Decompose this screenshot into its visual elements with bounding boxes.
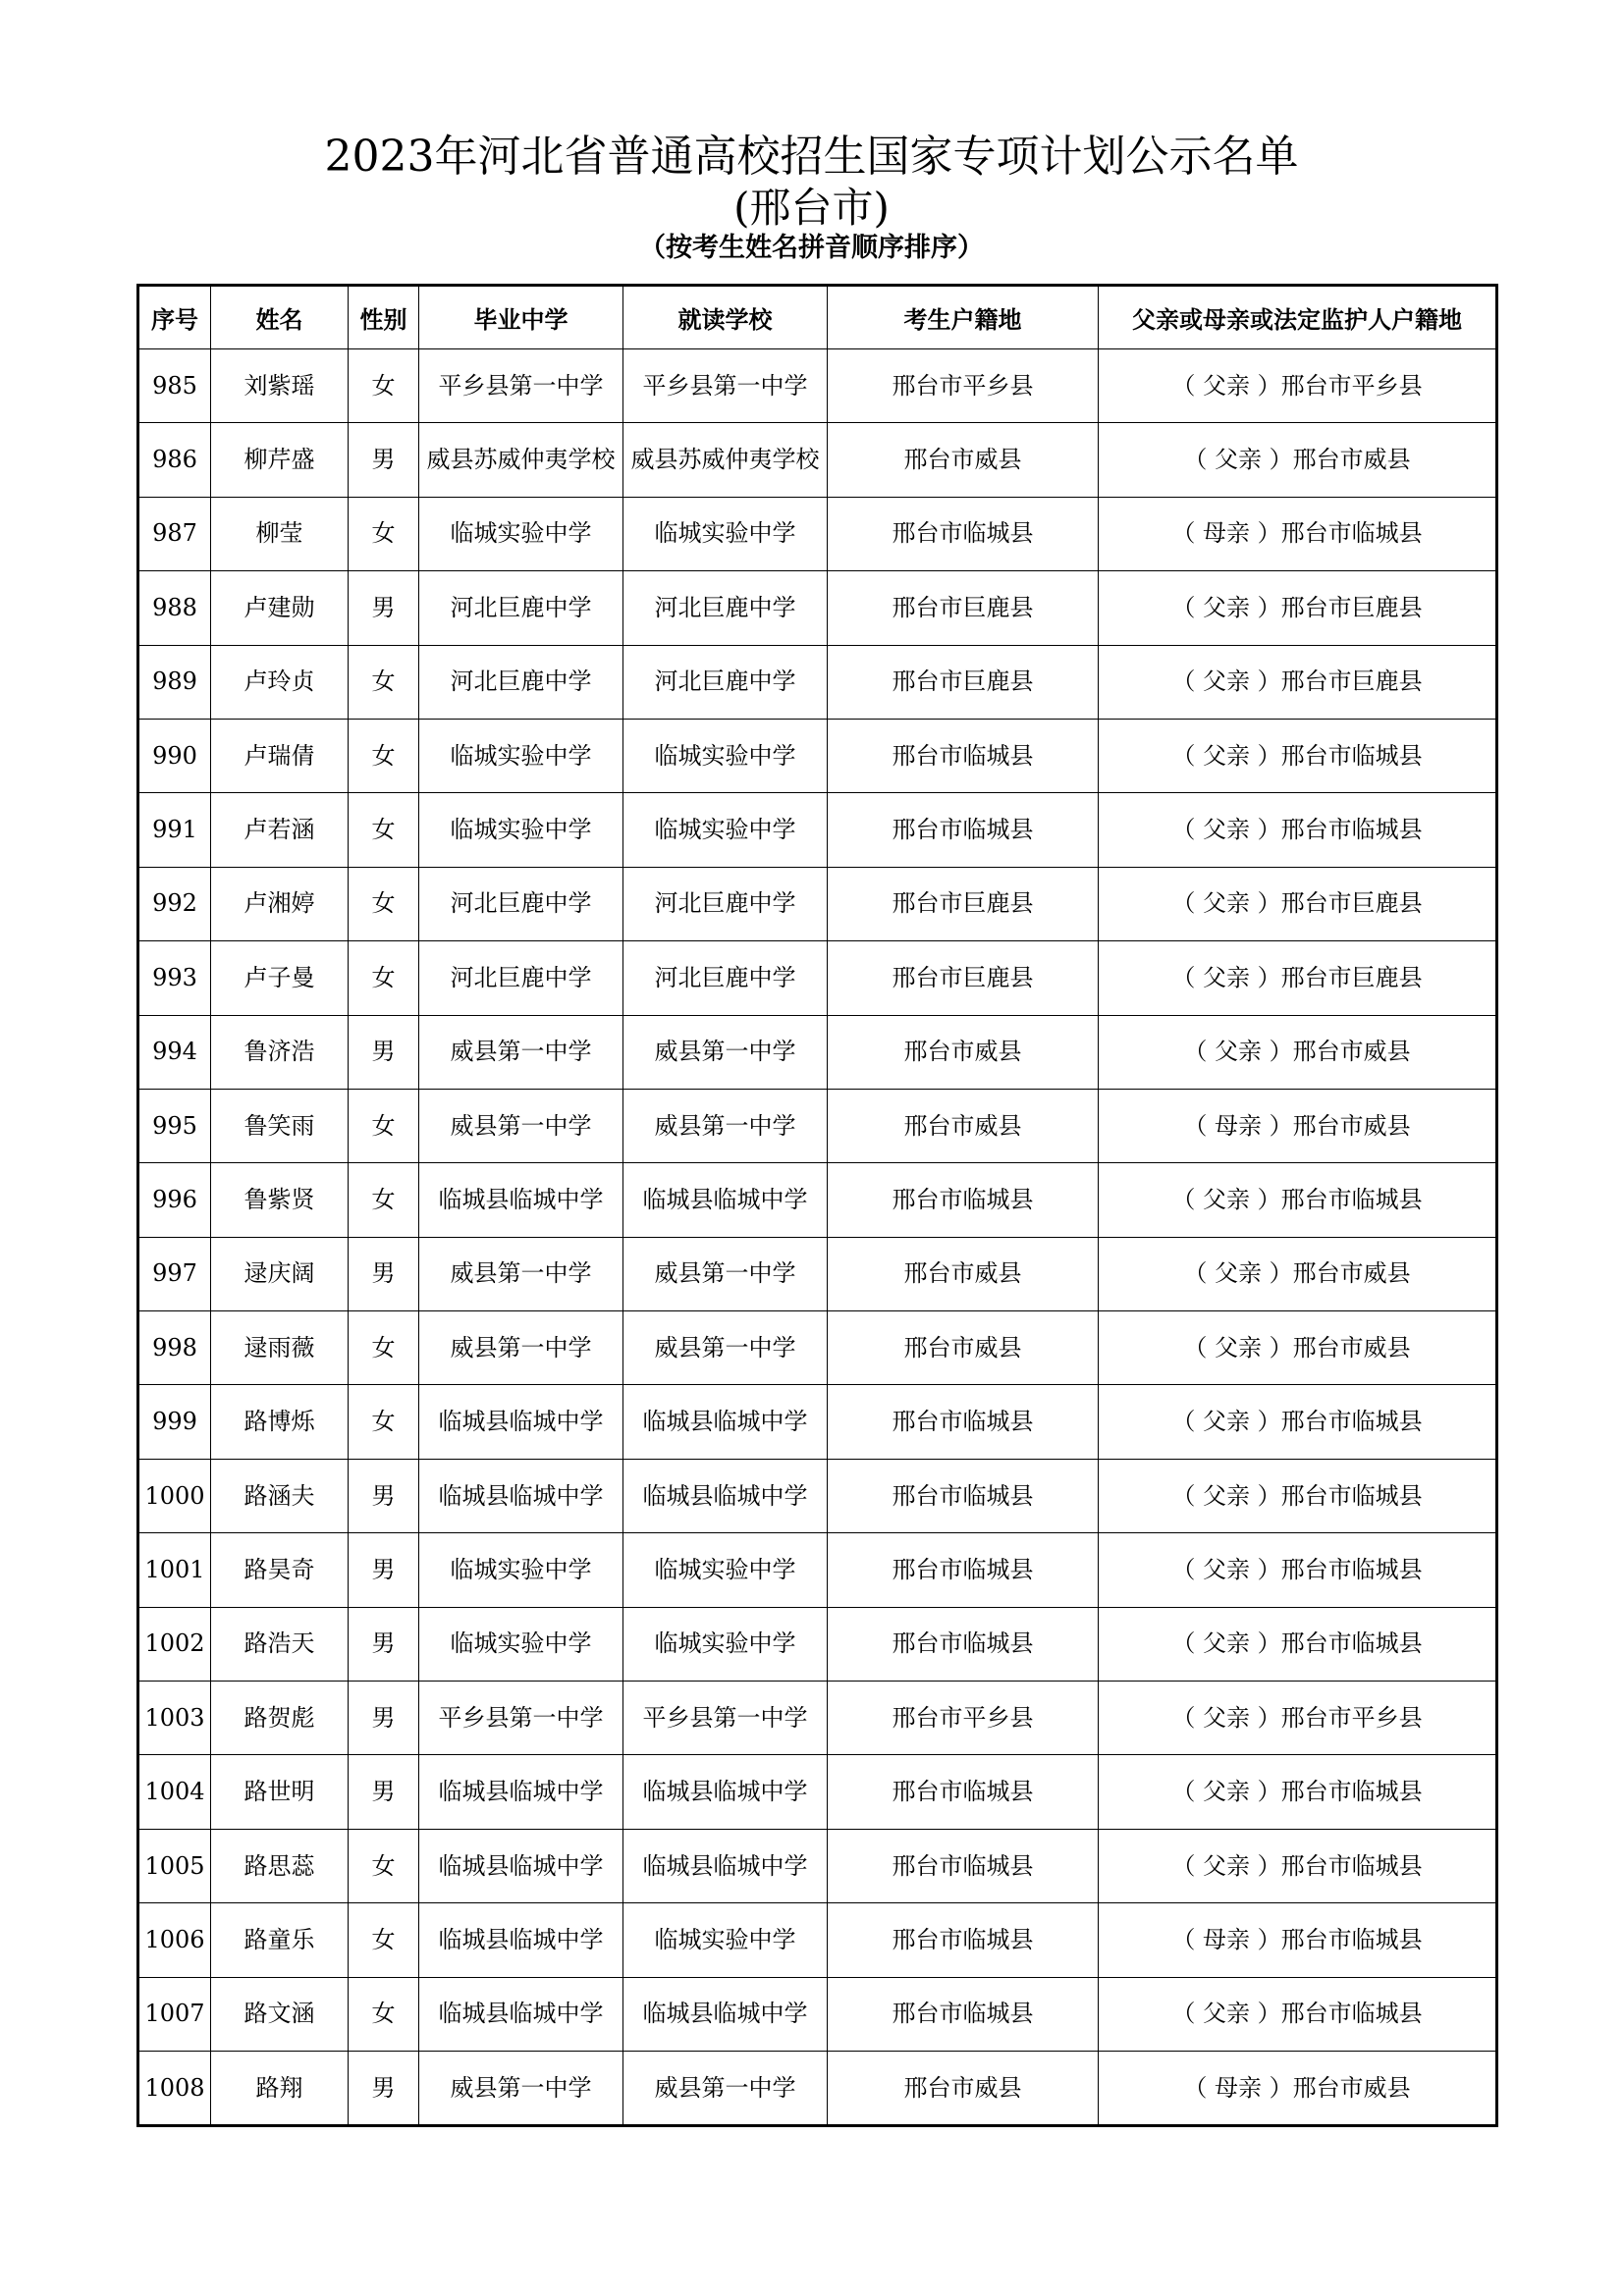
table-row bbox=[138, 867, 1497, 940]
cell-grad-school: 临城实验中学 bbox=[419, 793, 623, 867]
cell-gender: 男 bbox=[349, 1459, 419, 1532]
table-row bbox=[138, 645, 1497, 719]
table-row bbox=[138, 793, 1497, 867]
cell-no: 987 bbox=[138, 497, 211, 570]
cell-hukou: 邢台市临城县 bbox=[828, 1163, 1099, 1237]
cell-current-school: 临城县临城中学 bbox=[623, 1829, 828, 1902]
cell-grad-school: 临城实验中学 bbox=[419, 1533, 623, 1607]
cell-grad-school: 临城县临城中学 bbox=[419, 1459, 623, 1532]
cell-grad-school: 河北巨鹿中学 bbox=[419, 571, 623, 645]
cell-parent-hukou: （ 父亲 ）邢台市威县 bbox=[1099, 1311, 1497, 1385]
cell-current-school: 临城县临城中学 bbox=[623, 1459, 828, 1532]
cell-no: 1008 bbox=[138, 2051, 211, 2125]
header-parent-hukou: 父亲或母亲或法定监护人户籍地 bbox=[1099, 286, 1497, 349]
cell-grad-school: 临城县临城中学 bbox=[419, 1829, 623, 1902]
cell-name: 路博烁 bbox=[211, 1385, 349, 1459]
cell-parent-hukou: （ 父亲 ）邢台市威县 bbox=[1099, 423, 1497, 497]
cell-current-school: 平乡县第一中学 bbox=[623, 349, 828, 423]
cell-current-school: 威县第一中学 bbox=[623, 2051, 828, 2125]
cell-no: 985 bbox=[138, 349, 211, 423]
table-row bbox=[138, 1311, 1497, 1385]
cell-grad-school: 临城县临城中学 bbox=[419, 1385, 623, 1459]
cell-no: 1006 bbox=[138, 1903, 211, 1977]
cell-name: 卢湘婷 bbox=[211, 867, 349, 940]
header-row bbox=[138, 286, 1497, 349]
cell-no: 1000 bbox=[138, 1459, 211, 1532]
cell-current-school: 威县第一中学 bbox=[623, 1089, 828, 1162]
cell-hukou: 邢台市临城县 bbox=[828, 1385, 1099, 1459]
cell-current-school: 威县第一中学 bbox=[623, 1237, 828, 1310]
cell-grad-school: 威县第一中学 bbox=[419, 1015, 623, 1089]
table-row bbox=[138, 719, 1497, 792]
cell-grad-school: 河北巨鹿中学 bbox=[419, 941, 623, 1015]
cell-parent-hukou: （ 父亲 ）邢台市临城县 bbox=[1099, 719, 1497, 792]
cell-hukou: 邢台市临城县 bbox=[828, 793, 1099, 867]
cell-hukou: 邢台市威县 bbox=[828, 423, 1099, 497]
cell-grad-school: 威县苏威仲夷学校 bbox=[419, 423, 623, 497]
cell-current-school: 临城实验中学 bbox=[623, 719, 828, 792]
cell-no: 998 bbox=[138, 1311, 211, 1385]
cell-no: 997 bbox=[138, 1237, 211, 1310]
cell-parent-hukou: （ 父亲 ）邢台市巨鹿县 bbox=[1099, 941, 1497, 1015]
cell-parent-hukou: （ 父亲 ）邢台市平乡县 bbox=[1099, 1682, 1497, 1755]
sort-note: （按考生姓名拼音顺序排序） bbox=[639, 233, 984, 263]
cell-no: 1003 bbox=[138, 1682, 211, 1755]
cell-gender: 女 bbox=[349, 1163, 419, 1237]
cell-hukou: 邢台市临城县 bbox=[828, 719, 1099, 792]
cell-hukou: 邢台市临城县 bbox=[828, 1903, 1099, 1977]
cell-current-school: 临城实验中学 bbox=[623, 1607, 828, 1681]
table-row bbox=[138, 1237, 1497, 1310]
cell-gender: 女 bbox=[349, 645, 419, 719]
cell-name: 鲁笑雨 bbox=[211, 1089, 349, 1162]
cell-gender: 男 bbox=[349, 2051, 419, 2125]
cell-name: 路文涵 bbox=[211, 1977, 349, 2051]
table-row bbox=[138, 1385, 1497, 1459]
cell-current-school: 临城县临城中学 bbox=[623, 1163, 828, 1237]
table-row bbox=[138, 571, 1497, 645]
cell-grad-school: 河北巨鹿中学 bbox=[419, 645, 623, 719]
roster-table bbox=[136, 284, 1498, 2127]
cell-no: 996 bbox=[138, 1163, 211, 1237]
table-row bbox=[138, 1533, 1497, 1607]
cell-grad-school: 临城县临城中学 bbox=[419, 1163, 623, 1237]
cell-hukou: 邢台市巨鹿县 bbox=[828, 645, 1099, 719]
cell-no: 990 bbox=[138, 719, 211, 792]
cell-name: 路昊奇 bbox=[211, 1533, 349, 1607]
cell-grad-school: 临城县临城中学 bbox=[419, 1755, 623, 1829]
table-row bbox=[138, 349, 1497, 423]
cell-grad-school: 临城实验中学 bbox=[419, 1607, 623, 1681]
cell-gender: 男 bbox=[349, 1682, 419, 1755]
cell-grad-school: 威县第一中学 bbox=[419, 2051, 623, 2125]
cell-parent-hukou: （ 父亲 ）邢台市临城县 bbox=[1099, 1977, 1497, 2051]
cell-grad-school: 威县第一中学 bbox=[419, 1311, 623, 1385]
cell-parent-hukou: （ 父亲 ）邢台市威县 bbox=[1099, 1015, 1497, 1089]
cell-parent-hukou: （ 父亲 ）邢台市临城县 bbox=[1099, 1533, 1497, 1607]
cell-hukou: 邢台市巨鹿县 bbox=[828, 571, 1099, 645]
cell-name: 路涵夫 bbox=[211, 1459, 349, 1532]
cell-no: 999 bbox=[138, 1385, 211, 1459]
cell-name: 鲁济浩 bbox=[211, 1015, 349, 1089]
cell-gender: 女 bbox=[349, 349, 419, 423]
cell-hukou: 邢台市临城县 bbox=[828, 497, 1099, 570]
cell-no: 992 bbox=[138, 867, 211, 940]
cell-gender: 男 bbox=[349, 423, 419, 497]
table-row bbox=[138, 2051, 1497, 2125]
table-row bbox=[138, 1163, 1497, 1237]
cell-grad-school: 临城县临城中学 bbox=[419, 1977, 623, 2051]
cell-hukou: 邢台市临城县 bbox=[828, 1533, 1099, 1607]
cell-gender: 女 bbox=[349, 1385, 419, 1459]
cell-name: 路浩天 bbox=[211, 1607, 349, 1681]
cell-parent-hukou: （ 父亲 ）邢台市巨鹿县 bbox=[1099, 867, 1497, 940]
cell-hukou: 邢台市临城县 bbox=[828, 1459, 1099, 1532]
cell-hukou: 邢台市威县 bbox=[828, 1311, 1099, 1385]
cell-name: 柳莹 bbox=[211, 497, 349, 570]
cell-gender: 男 bbox=[349, 571, 419, 645]
cell-parent-hukou: （ 母亲 ）邢台市威县 bbox=[1099, 2051, 1497, 2125]
cell-hukou: 邢台市临城县 bbox=[828, 1755, 1099, 1829]
cell-gender: 女 bbox=[349, 1977, 419, 2051]
document-title: 2023年河北省普通高校招生国家专项计划公示名单 bbox=[324, 132, 1299, 182]
cell-grad-school: 威县第一中学 bbox=[419, 1089, 623, 1162]
cell-gender: 女 bbox=[349, 867, 419, 940]
cell-name: 卢玲贞 bbox=[211, 645, 349, 719]
cell-hukou: 邢台市临城县 bbox=[828, 1977, 1099, 2051]
table-row bbox=[138, 1015, 1497, 1089]
cell-parent-hukou: （ 母亲 ）邢台市临城县 bbox=[1099, 497, 1497, 570]
cell-no: 1001 bbox=[138, 1533, 211, 1607]
cell-current-school: 威县第一中学 bbox=[623, 1015, 828, 1089]
cell-name: 刘紫瑶 bbox=[211, 349, 349, 423]
cell-grad-school: 威县第一中学 bbox=[419, 1237, 623, 1310]
cell-parent-hukou: （ 父亲 ）邢台市平乡县 bbox=[1099, 349, 1497, 423]
table-row bbox=[138, 1682, 1497, 1755]
cell-gender: 女 bbox=[349, 793, 419, 867]
cell-current-school: 河北巨鹿中学 bbox=[623, 867, 828, 940]
cell-current-school: 临城县临城中学 bbox=[623, 1977, 828, 2051]
cell-no: 989 bbox=[138, 645, 211, 719]
header-gender: 性别 bbox=[349, 286, 419, 349]
header-hukou: 考生户籍地 bbox=[828, 286, 1099, 349]
cell-grad-school: 河北巨鹿中学 bbox=[419, 867, 623, 940]
table-row bbox=[138, 1459, 1497, 1532]
cell-hukou: 邢台市临城县 bbox=[828, 1829, 1099, 1902]
cell-parent-hukou: （ 父亲 ）邢台市临城县 bbox=[1099, 1607, 1497, 1681]
cell-hukou: 邢台市威县 bbox=[828, 1089, 1099, 1162]
header-current-school: 就读学校 bbox=[623, 286, 828, 349]
cell-grad-school: 临城实验中学 bbox=[419, 497, 623, 570]
cell-parent-hukou: （ 父亲 ）邢台市临城县 bbox=[1099, 1163, 1497, 1237]
cell-no: 988 bbox=[138, 571, 211, 645]
document-subtitle: (邢台市) bbox=[733, 184, 890, 232]
cell-name: 卢若涵 bbox=[211, 793, 349, 867]
cell-hukou: 邢台市平乡县 bbox=[828, 1682, 1099, 1755]
cell-gender: 女 bbox=[349, 1311, 419, 1385]
table-row bbox=[138, 1089, 1497, 1162]
cell-parent-hukou: （ 父亲 ）邢台市威县 bbox=[1099, 1237, 1497, 1310]
cell-current-school: 临城实验中学 bbox=[623, 793, 828, 867]
cell-no: 995 bbox=[138, 1089, 211, 1162]
cell-parent-hukou: （ 父亲 ）邢台市临城县 bbox=[1099, 1459, 1497, 1532]
table-row bbox=[138, 1977, 1497, 2051]
table-row bbox=[138, 941, 1497, 1015]
roster-body bbox=[138, 349, 1497, 2126]
cell-gender: 男 bbox=[349, 1533, 419, 1607]
cell-name: 路贺彪 bbox=[211, 1682, 349, 1755]
table-row bbox=[138, 423, 1497, 497]
cell-hukou: 邢台市威县 bbox=[828, 1237, 1099, 1310]
cell-parent-hukou: （ 父亲 ）邢台市巨鹿县 bbox=[1099, 645, 1497, 719]
cell-name: 路思蕊 bbox=[211, 1829, 349, 1902]
cell-gender: 男 bbox=[349, 1237, 419, 1310]
cell-gender: 女 bbox=[349, 1903, 419, 1977]
cell-current-school: 临城实验中学 bbox=[623, 1903, 828, 1977]
cell-no: 993 bbox=[138, 941, 211, 1015]
table-row bbox=[138, 1755, 1497, 1829]
cell-name: 卢建勋 bbox=[211, 571, 349, 645]
table-row bbox=[138, 1829, 1497, 1902]
cell-parent-hukou: （ 母亲 ）邢台市威县 bbox=[1099, 1089, 1497, 1162]
cell-current-school: 平乡县第一中学 bbox=[623, 1682, 828, 1755]
cell-gender: 男 bbox=[349, 1755, 419, 1829]
cell-hukou: 邢台市巨鹿县 bbox=[828, 941, 1099, 1015]
cell-name: 路世明 bbox=[211, 1755, 349, 1829]
cell-no: 1004 bbox=[138, 1755, 211, 1829]
cell-parent-hukou: （ 父亲 ）邢台市巨鹿县 bbox=[1099, 571, 1497, 645]
table-row bbox=[138, 497, 1497, 570]
cell-gender: 女 bbox=[349, 1089, 419, 1162]
cell-grad-school: 平乡县第一中学 bbox=[419, 1682, 623, 1755]
cell-name: 逯雨薇 bbox=[211, 1311, 349, 1385]
cell-hukou: 邢台市巨鹿县 bbox=[828, 867, 1099, 940]
cell-current-school: 河北巨鹿中学 bbox=[623, 645, 828, 719]
cell-parent-hukou: （ 父亲 ）邢台市临城县 bbox=[1099, 793, 1497, 867]
cell-name: 逯庆阔 bbox=[211, 1237, 349, 1310]
cell-current-school: 临城实验中学 bbox=[623, 497, 828, 570]
cell-current-school: 河北巨鹿中学 bbox=[623, 571, 828, 645]
cell-hukou: 邢台市威县 bbox=[828, 1015, 1099, 1089]
cell-no: 986 bbox=[138, 423, 211, 497]
cell-no: 1005 bbox=[138, 1829, 211, 1902]
cell-grad-school: 平乡县第一中学 bbox=[419, 349, 623, 423]
header-grad-school: 毕业中学 bbox=[419, 286, 623, 349]
cell-parent-hukou: （ 父亲 ）邢台市临城县 bbox=[1099, 1829, 1497, 1902]
cell-no: 994 bbox=[138, 1015, 211, 1089]
cell-name: 卢子曼 bbox=[211, 941, 349, 1015]
header-name: 姓名 bbox=[211, 286, 349, 349]
cell-gender: 女 bbox=[349, 941, 419, 1015]
cell-gender: 女 bbox=[349, 1829, 419, 1902]
table-row bbox=[138, 1903, 1497, 1977]
cell-gender: 女 bbox=[349, 719, 419, 792]
cell-current-school: 河北巨鹿中学 bbox=[623, 941, 828, 1015]
cell-current-school: 威县第一中学 bbox=[623, 1311, 828, 1385]
header-no: 序号 bbox=[138, 286, 211, 349]
cell-parent-hukou: （ 父亲 ）邢台市临城县 bbox=[1099, 1755, 1497, 1829]
cell-grad-school: 临城县临城中学 bbox=[419, 1903, 623, 1977]
cell-gender: 女 bbox=[349, 497, 419, 570]
cell-no: 1007 bbox=[138, 1977, 211, 2051]
cell-parent-hukou: （ 母亲 ）邢台市临城县 bbox=[1099, 1903, 1497, 1977]
cell-parent-hukou: （ 父亲 ）邢台市临城县 bbox=[1099, 1385, 1497, 1459]
cell-name: 路翔 bbox=[211, 2051, 349, 2125]
cell-name: 柳芹盛 bbox=[211, 423, 349, 497]
cell-hukou: 邢台市威县 bbox=[828, 2051, 1099, 2125]
cell-no: 1002 bbox=[138, 1607, 211, 1681]
cell-name: 路童乐 bbox=[211, 1903, 349, 1977]
cell-gender: 男 bbox=[349, 1015, 419, 1089]
cell-gender: 男 bbox=[349, 1607, 419, 1681]
cell-current-school: 临城县临城中学 bbox=[623, 1755, 828, 1829]
cell-current-school: 临城县临城中学 bbox=[623, 1385, 828, 1459]
cell-grad-school: 临城实验中学 bbox=[419, 719, 623, 792]
cell-current-school: 威县苏威仲夷学校 bbox=[623, 423, 828, 497]
table-row bbox=[138, 1607, 1497, 1681]
cell-name: 卢瑞倩 bbox=[211, 719, 349, 792]
cell-current-school: 临城实验中学 bbox=[623, 1533, 828, 1607]
cell-no: 991 bbox=[138, 793, 211, 867]
cell-name: 鲁紫贤 bbox=[211, 1163, 349, 1237]
cell-hukou: 邢台市临城县 bbox=[828, 1607, 1099, 1681]
cell-hukou: 邢台市平乡县 bbox=[828, 349, 1099, 423]
